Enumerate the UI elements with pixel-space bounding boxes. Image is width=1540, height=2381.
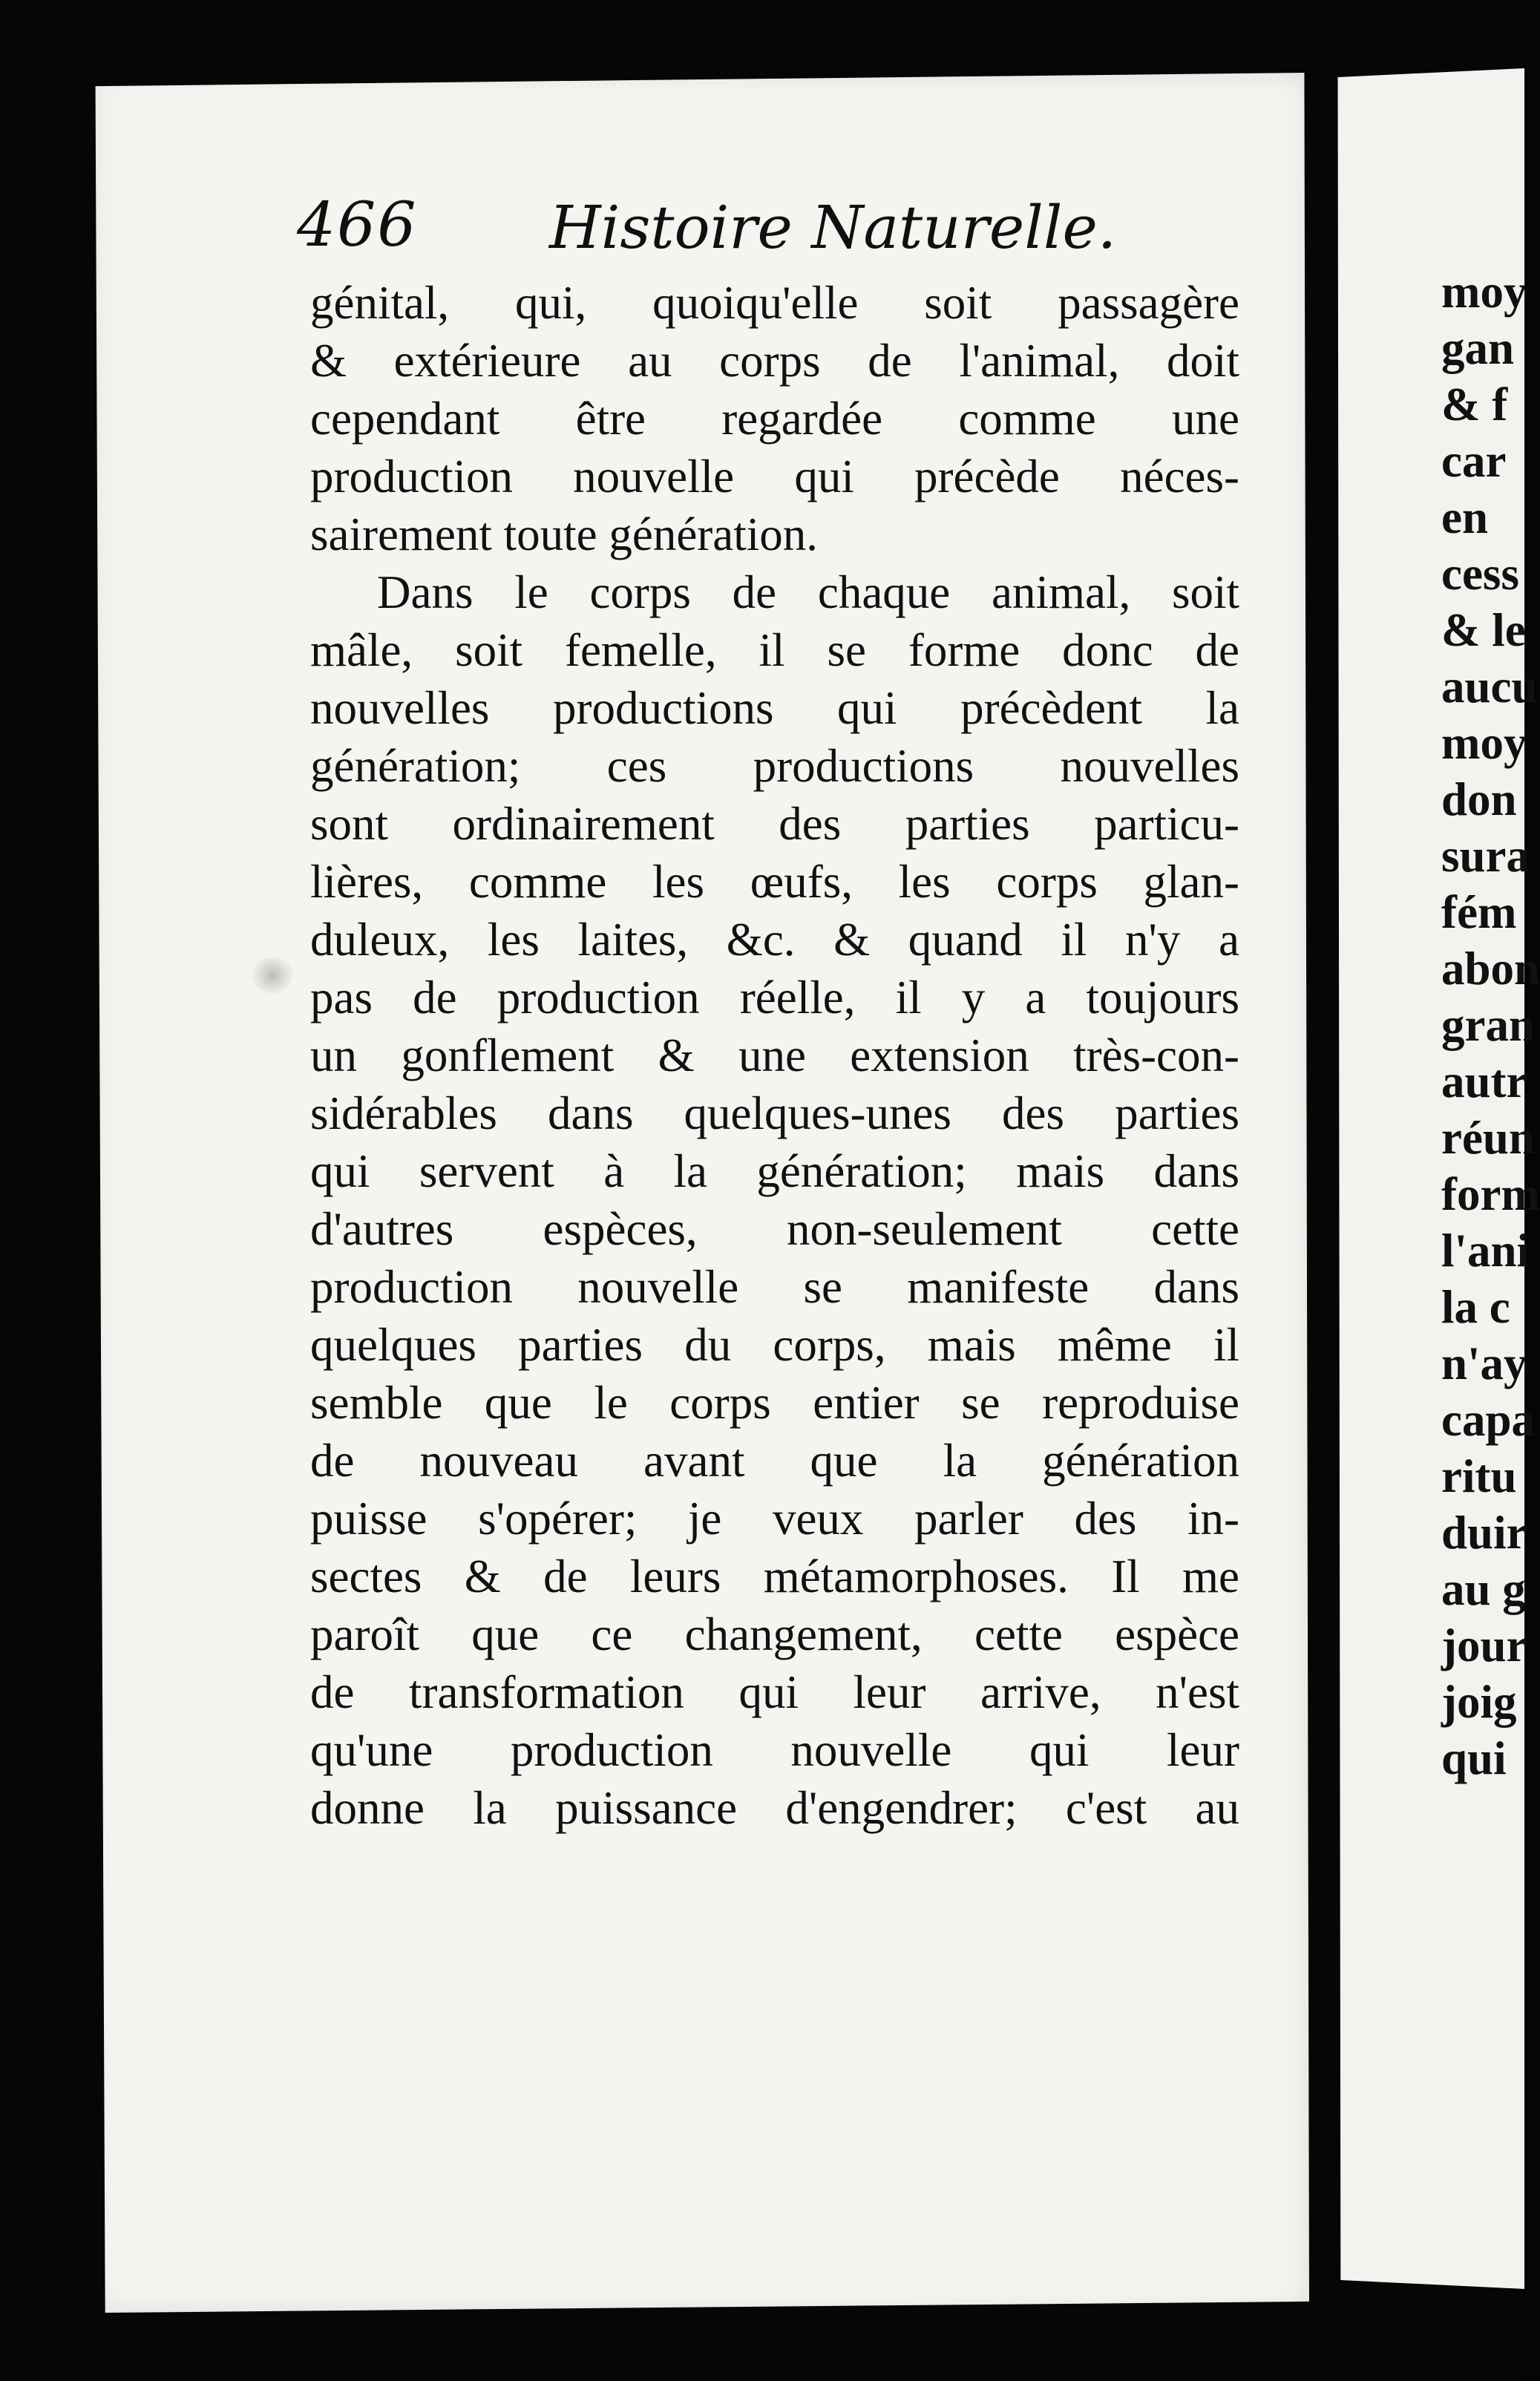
text-line: génération; ces productions nouvelles <box>310 740 1239 792</box>
paper-stain <box>252 957 292 993</box>
text-line: lières, comme les œufs, les corps glan- <box>310 856 1239 908</box>
text-line: de nouveau avant que la génération <box>310 1435 1239 1487</box>
text-line: sidérables dans quelques-unes des parties <box>310 1087 1239 1139</box>
facing-text-fragment: car <box>1441 435 1507 487</box>
text-line: qu'une production nouvelle qui leur <box>310 1724 1239 1776</box>
facing-text-fragment: jour <box>1441 1619 1527 1671</box>
text-line: nouvelles productions qui précèdent la <box>310 682 1239 734</box>
text-line: duleux, les laites, &c. & quand il n'y a <box>310 914 1239 966</box>
facing-text-fragment: au g <box>1441 1563 1526 1615</box>
page-header <box>297 190 1336 272</box>
text-line: un gonflement & une extension très-con- <box>310 1029 1239 1081</box>
text-line: d'autres espèces, non-seulement cette <box>310 1203 1239 1255</box>
text-line: qui servent à la génération; mais dans <box>310 1145 1239 1197</box>
facing-page-text <box>1441 263 1540 1822</box>
facing-text-fragment: abon <box>1441 943 1540 995</box>
text-line: de transformation qui leur arrive, n'est <box>310 1666 1239 1718</box>
facing-text-fragment: & f <box>1441 379 1508 430</box>
text-line: production nouvelle se manifeste dans <box>310 1261 1239 1313</box>
body-text <box>310 275 1239 1833</box>
facing-text-fragment: moy <box>1441 266 1527 318</box>
text-line: cependant être regardée comme une <box>310 393 1239 445</box>
text-line: puisse s'opérer; je veux parler des in- <box>310 1493 1239 1545</box>
facing-text-fragment: qui <box>1441 1732 1507 1784</box>
facing-text-fragment: moy <box>1441 717 1527 769</box>
text-line: paroît que ce changement, cette espèce <box>310 1608 1239 1660</box>
text-line: mâle, soit femelle, il se forme donc de <box>310 624 1239 676</box>
text-line: Dans le corps de chaque animal, soit <box>377 566 1239 618</box>
text-line: génital, qui, quoiqu'elle soit passagère <box>310 277 1239 329</box>
text-line: sectes & de leurs métamorphoses. Il me <box>310 1550 1239 1602</box>
text-line: donne la puissance d'engendrer; c'est au <box>310 1782 1239 1834</box>
facing-text-fragment: gran <box>1441 999 1535 1051</box>
page-number: 466 <box>297 190 418 261</box>
facing-text-fragment: duir <box>1441 1507 1527 1559</box>
facing-text-fragment: form <box>1441 1168 1540 1220</box>
text-line: production nouvelle qui précède néces- <box>310 451 1239 502</box>
facing-text-fragment: cess <box>1441 548 1519 600</box>
text-line: semble que le corps entier se reproduise <box>310 1377 1239 1429</box>
facing-text-fragment: ritu <box>1441 1450 1517 1502</box>
facing-text-fragment: en <box>1441 491 1488 543</box>
text-line: pas de production réelle, il y a toujours <box>310 972 1239 1024</box>
facing-text-fragment: fém <box>1441 886 1517 938</box>
facing-text-fragment: réun <box>1441 1112 1535 1164</box>
facing-text-fragment: gan <box>1441 322 1515 374</box>
facing-text-fragment: joig <box>1441 1676 1517 1728</box>
text-line: & extérieure au corps de l'animal, doit <box>310 335 1239 387</box>
facing-text-fragment: aucu <box>1441 661 1538 713</box>
text-line: sont ordinairement des parties particu- <box>310 798 1239 850</box>
running-title: Histoire Naturelle. <box>549 193 1117 262</box>
facing-text-fragment: don <box>1441 773 1517 825</box>
facing-text-fragment: sura <box>1441 830 1530 882</box>
facing-text-fragment: l'ani <box>1441 1225 1530 1277</box>
facing-text-fragment: & le <box>1441 604 1526 656</box>
text-line: quelques parties du corps, mais même il <box>310 1319 1239 1371</box>
facing-text-fragment: capa <box>1441 1394 1535 1446</box>
facing-text-fragment: n'ay <box>1441 1337 1527 1389</box>
facing-text-fragment: la c <box>1441 1281 1510 1333</box>
text-line: sairement toute génération. <box>310 508 818 560</box>
facing-text-fragment: autr <box>1441 1055 1527 1107</box>
